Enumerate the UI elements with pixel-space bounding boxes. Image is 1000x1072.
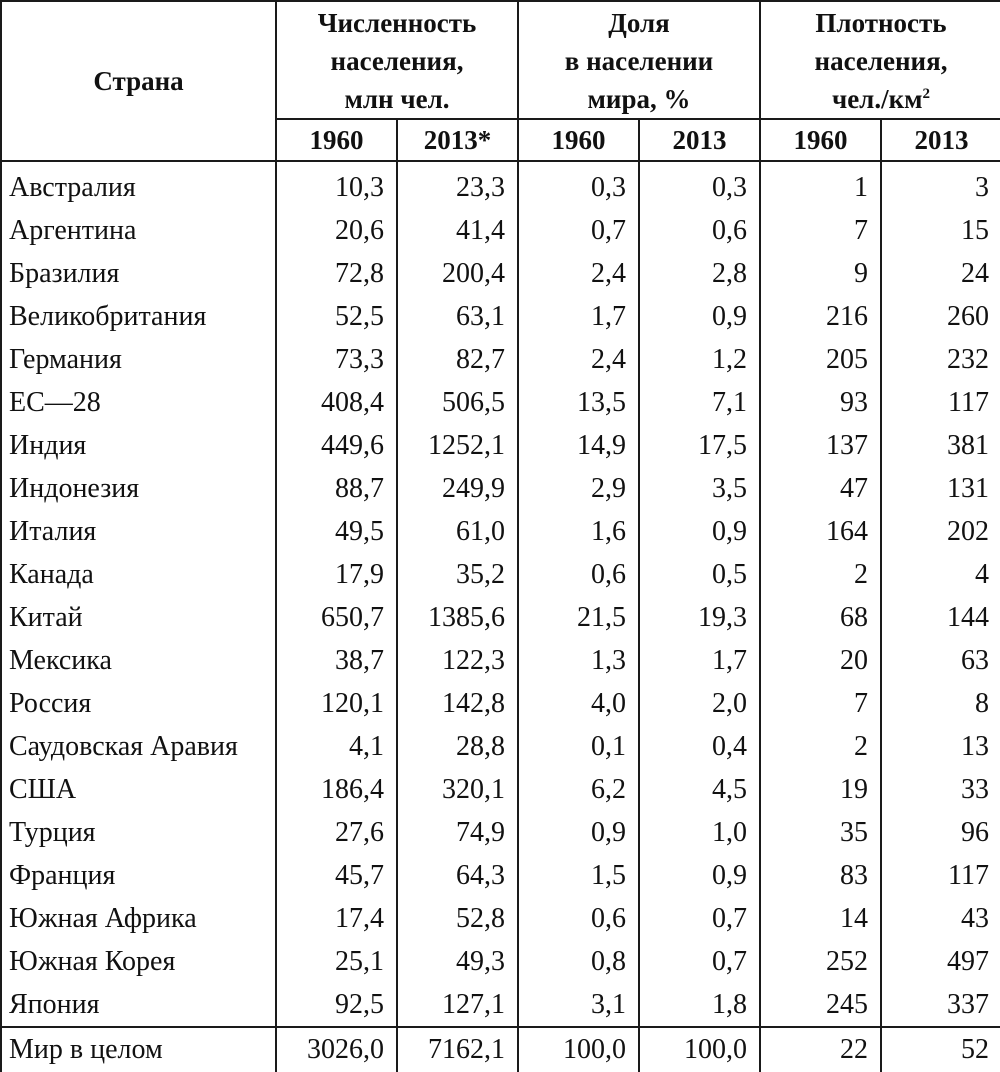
table-cell: 15 (881, 209, 1000, 252)
header-line (761, 80, 1000, 118)
header-line: млн чел. (344, 84, 450, 114)
country-name: Великобритания (1, 295, 276, 338)
header-line: населения, (330, 46, 464, 76)
table-cell: 186,4 (276, 768, 397, 811)
population-group-header (276, 1, 518, 119)
table-cell: 21,5 (518, 596, 639, 639)
country-name: Аргентина (1, 209, 276, 252)
table-cell: 100,0 (639, 1027, 760, 1072)
table-row (1, 161, 1000, 209)
table-cell: 28,8 (397, 725, 518, 768)
table-cell: 144 (881, 596, 1000, 639)
total-label: Мир в целом (1, 1027, 276, 1072)
total-row (1, 1027, 1000, 1072)
country-name: Франция (1, 854, 276, 897)
table-cell: 1,6 (518, 510, 639, 553)
table-cell: 20 (760, 639, 881, 682)
table-cell: 1 (760, 161, 881, 209)
table-cell: 7 (760, 682, 881, 725)
country-name: Южная Африка (1, 897, 276, 940)
year-header: 2013* (397, 119, 518, 161)
table-cell: 68 (760, 596, 881, 639)
table-row (1, 940, 1000, 983)
table-cell: 8 (881, 682, 1000, 725)
table-cell: 320,1 (397, 768, 518, 811)
table-row (1, 510, 1000, 553)
table-cell: 14,9 (518, 424, 639, 467)
table-cell: 17,4 (276, 897, 397, 940)
table-cell: 4,5 (639, 768, 760, 811)
table-cell: 14 (760, 897, 881, 940)
table-cell: 120,1 (276, 682, 397, 725)
table-cell: 381 (881, 424, 1000, 467)
header-line: Плотность (815, 8, 947, 38)
table-cell: 0,4 (639, 725, 760, 768)
table-cell: 19,3 (639, 596, 760, 639)
table-cell: 0,9 (639, 510, 760, 553)
table-cell: 1,2 (639, 338, 760, 381)
table-cell: 2 (760, 725, 881, 768)
table-cell: 52 (881, 1027, 1000, 1072)
table-row (1, 811, 1000, 854)
table-row (1, 209, 1000, 252)
table-cell: 17,9 (276, 553, 397, 596)
table-row (1, 252, 1000, 295)
country-column-header: Страна (1, 1, 276, 161)
table-cell: 202 (881, 510, 1000, 553)
table-cell: 0,6 (518, 897, 639, 940)
table-cell: 2,9 (518, 467, 639, 510)
country-name: Канада (1, 553, 276, 596)
table-cell: 20,6 (276, 209, 397, 252)
table-row (1, 553, 1000, 596)
world-share-group-header (518, 1, 760, 119)
density-unit: чел./км (831, 84, 923, 114)
table-cell: 47 (760, 467, 881, 510)
year-header: 2013 (639, 119, 760, 161)
table-cell: 7 (760, 209, 881, 252)
table-cell: 100,0 (518, 1027, 639, 1072)
table-cell: 0,6 (639, 209, 760, 252)
header-line: Доля (608, 8, 670, 38)
header-line: населения, (814, 46, 948, 76)
table-cell: 216 (760, 295, 881, 338)
table-cell: 205 (760, 338, 881, 381)
table-cell: 23,3 (397, 161, 518, 209)
table-cell: 1,0 (639, 811, 760, 854)
table-cell: 93 (760, 381, 881, 424)
table-cell: 3,1 (518, 983, 639, 1027)
table-row (1, 424, 1000, 467)
table-cell: 0,5 (639, 553, 760, 596)
table-cell: 232 (881, 338, 1000, 381)
table-cell: 63,1 (397, 295, 518, 338)
table-cell: 1,3 (518, 639, 639, 682)
table-cell: 122,3 (397, 639, 518, 682)
table-cell: 1,7 (639, 639, 760, 682)
country-name: США (1, 768, 276, 811)
table-cell: 74,9 (397, 811, 518, 854)
table-cell: 3 (881, 161, 1000, 209)
table-cell: 10,3 (276, 161, 397, 209)
table-cell: 13 (881, 725, 1000, 768)
table-cell: 27,6 (276, 811, 397, 854)
table-cell: 9 (760, 252, 881, 295)
table-cell: 25,1 (276, 940, 397, 983)
table-cell: 72,8 (276, 252, 397, 295)
table-cell: 92,5 (276, 983, 397, 1027)
table-row (1, 854, 1000, 897)
table-cell: 245 (760, 983, 881, 1027)
table-cell: 200,4 (397, 252, 518, 295)
table-cell: 82,7 (397, 338, 518, 381)
table-cell: 73,3 (276, 338, 397, 381)
table-cell: 137 (760, 424, 881, 467)
table-cell: 35 (760, 811, 881, 854)
table-row (1, 338, 1000, 381)
table-cell: 96 (881, 811, 1000, 854)
table-row (1, 639, 1000, 682)
table-cell: 449,6 (276, 424, 397, 467)
table-cell: 0,9 (518, 811, 639, 854)
table-cell: 117 (881, 854, 1000, 897)
table-cell: 2,4 (518, 252, 639, 295)
table-cell: 33 (881, 768, 1000, 811)
table-cell: 337 (881, 983, 1000, 1027)
country-name: Италия (1, 510, 276, 553)
table-cell: 0,8 (518, 940, 639, 983)
table-cell: 45,7 (276, 854, 397, 897)
table-cell: 2,8 (639, 252, 760, 295)
table-cell: 83 (760, 854, 881, 897)
country-name: Бразилия (1, 252, 276, 295)
table-footer (1, 1027, 1000, 1072)
table-row (1, 467, 1000, 510)
table-cell: 63 (881, 639, 1000, 682)
table-cell: 127,1 (397, 983, 518, 1027)
table-cell: 1252,1 (397, 424, 518, 467)
table-cell: 35,2 (397, 553, 518, 596)
year-header: 1960 (760, 119, 881, 161)
table-cell: 3,5 (639, 467, 760, 510)
header-line: в населении (564, 46, 714, 76)
table-header (1, 1, 1000, 161)
table-cell: 0,7 (518, 209, 639, 252)
table-cell: 19 (760, 768, 881, 811)
table-row (1, 295, 1000, 338)
table-cell: 260 (881, 295, 1000, 338)
table-cell: 2,4 (518, 338, 639, 381)
table-cell: 0,9 (639, 295, 760, 338)
table-cell: 117 (881, 381, 1000, 424)
year-header: 1960 (518, 119, 639, 161)
table-cell: 249,9 (397, 467, 518, 510)
table-cell: 408,4 (276, 381, 397, 424)
table-cell: 64,3 (397, 854, 518, 897)
year-header: 1960 (276, 119, 397, 161)
table-cell: 2 (760, 553, 881, 596)
table-cell: 41,4 (397, 209, 518, 252)
table-cell: 17,5 (639, 424, 760, 467)
table-cell: 0,3 (639, 161, 760, 209)
table-cell: 6,2 (518, 768, 639, 811)
country-name: Индонезия (1, 467, 276, 510)
table-cell: 52,8 (397, 897, 518, 940)
unit-superscript: 2 (922, 86, 931, 102)
table-cell: 3026,0 (276, 1027, 397, 1072)
table-row (1, 725, 1000, 768)
country-name: Саудовская Аравия (1, 725, 276, 768)
table-cell: 2,0 (639, 682, 760, 725)
table-row (1, 596, 1000, 639)
country-name: Южная Корея (1, 940, 276, 983)
table-cell: 0,7 (639, 940, 760, 983)
country-name: Австралия (1, 161, 276, 209)
country-name: Индия (1, 424, 276, 467)
country-name: ЕС—28 (1, 381, 276, 424)
table-cell: 4 (881, 553, 1000, 596)
table-cell: 1,5 (518, 854, 639, 897)
table-cell: 0,9 (639, 854, 760, 897)
table-cell: 49,5 (276, 510, 397, 553)
country-name: Китай (1, 596, 276, 639)
table-row (1, 381, 1000, 424)
table-cell: 52,5 (276, 295, 397, 338)
country-name: Мексика (1, 639, 276, 682)
table-cell: 7,1 (639, 381, 760, 424)
table-cell: 0,1 (518, 725, 639, 768)
country-name: Япония (1, 983, 276, 1027)
density-group-header (760, 1, 1000, 119)
table-cell: 164 (760, 510, 881, 553)
header-line: Численность (317, 8, 477, 38)
table-cell: 131 (881, 467, 1000, 510)
table-cell: 43 (881, 897, 1000, 940)
table-cell: 1,8 (639, 983, 760, 1027)
year-header: 2013 (881, 119, 1000, 161)
country-name: Россия (1, 682, 276, 725)
table-cell: 24 (881, 252, 1000, 295)
table-row (1, 983, 1000, 1027)
table-cell: 38,7 (276, 639, 397, 682)
country-name: Турция (1, 811, 276, 854)
table-cell: 0,3 (518, 161, 639, 209)
table-cell: 4,1 (276, 725, 397, 768)
table-cell: 49,3 (397, 940, 518, 983)
table-cell: 13,5 (518, 381, 639, 424)
table-cell: 4,0 (518, 682, 639, 725)
table-row (1, 682, 1000, 725)
table-row (1, 768, 1000, 811)
header-line: мира, % (587, 84, 691, 114)
table-cell: 506,5 (397, 381, 518, 424)
table-row (1, 897, 1000, 940)
table-cell: 22 (760, 1027, 881, 1072)
table-cell: 7162,1 (397, 1027, 518, 1072)
country-name: Германия (1, 338, 276, 381)
table-cell: 650,7 (276, 596, 397, 639)
table-cell: 0,6 (518, 553, 639, 596)
table-cell: 88,7 (276, 467, 397, 510)
table-cell: 61,0 (397, 510, 518, 553)
table-cell: 497 (881, 940, 1000, 983)
table-cell: 252 (760, 940, 881, 983)
table-cell: 1385,6 (397, 596, 518, 639)
table-cell: 1,7 (518, 295, 639, 338)
table-cell: 0,7 (639, 897, 760, 940)
table-cell: 142,8 (397, 682, 518, 725)
table-body (1, 161, 1000, 1027)
